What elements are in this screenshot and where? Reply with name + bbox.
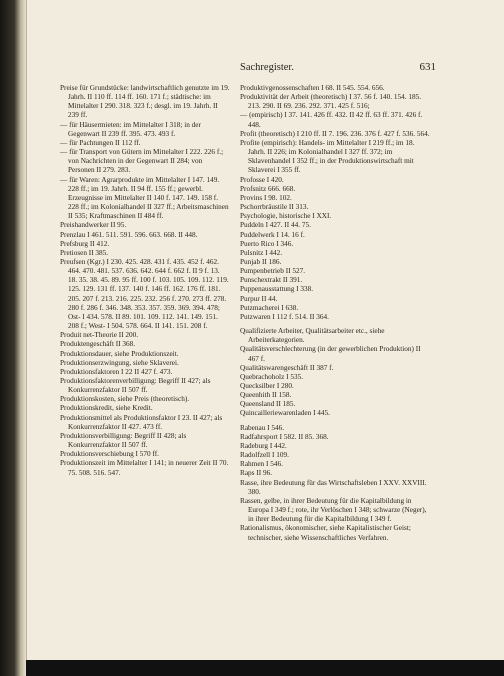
index-entry: Radeburg I 442. [240, 441, 287, 450]
index-entry: Profosse I 420. [240, 175, 284, 184]
index-entry: Queensland II 185. [240, 400, 296, 409]
index-entry: Preishandwerker II 95. [60, 221, 127, 230]
index-entry: Puddelwerk I 14. 16 f. [240, 230, 305, 239]
page-number: 631 [419, 61, 436, 73]
index-entry: Pretiosen II 385. [60, 248, 109, 257]
index-entry: Preufsen (Kgr.) I 230. 425. 428. 431 f. 435. 452 f. 462. 464. 470. 481. 537. 636. 642. 644 f. 662 f. II 9 f. 13. 18. 35. 38. 45. 89. 95 ff. 100 f. 103. 105. 109. 112. 119. 125. 129. 131 ff. 137. 140 f. 146 ff. 162. 176 ff. 181. 205. 207 f. 213. 216. 225. 232. 256 f. 270. 273 ff. 278. 280 f. 286 f. 346. 348. 353. 357. 359. 369. 394. 478; Ost- I 434. 578. II 89. 101. 109. 112. 141. 149. 151. 208 f.; West- I 504. 578. 664. II 141. 151. 208 f. [60, 257, 229, 331]
index-entry: Purpur II 44. [240, 294, 278, 303]
index-entry: Produktionskosten, siehe Preis (theoretisch). [60, 395, 190, 404]
index-column-left [60, 84, 230, 478]
index-entry: Qualifizierte Arbeiter, Qualitätsarbeiter etc., siehe Arbeiterkategorien. [240, 327, 385, 345]
index-entry: Rabenau I 546. [240, 423, 285, 432]
index-entry: Produktengeschäft II 368. [60, 340, 136, 349]
index-entry: Psychologie, historische I XXI. [240, 212, 332, 221]
page-header [60, 62, 440, 76]
index-entry: Qualitätswarengeschäft II 387 f. [240, 363, 334, 372]
index-entry: Quebrachoholz I 535. [240, 372, 304, 381]
index-entry: Produit net-Theorie II 200. [60, 331, 139, 340]
index-entry: Radolfzell I 109. [240, 451, 289, 460]
index-entry: Punschextrakt II 391. [240, 276, 303, 285]
index-entry: Produktivgenossenschaften I 68. II 545. 554. 656. [240, 84, 385, 92]
index-entry: — für Häusermieten: im Mittelalter I 318; in der Gegenwart II 239 ff. 395. 473. 493 f. [60, 120, 201, 138]
index-entry: — für Waren: Agrarprodukte im Mittelalter I 147. 149. 228 ff.; im 19. Jahrh. II 94 ff. 155 ff.; gewerbl. Erzeugnisse im Mittelalter II 140 f. 147. 149. 158 f. 228 ff.; im Kolonialhandel II 327 ff.; Arbeitsmaschinen II 535; Kraftmaschinen II 484 ff. [60, 175, 229, 221]
index-entry: Provins I 98. 102. [240, 193, 292, 202]
index-entry: Raps II 96. [240, 469, 273, 478]
book-gutter [0, 0, 26, 676]
index-entry: Produktionskredit, siehe Kredit. [60, 404, 153, 413]
index-entry: Profsnitz 666. 668. [240, 184, 296, 193]
index-entry: Pumpenbetrieb II 527. [240, 267, 306, 276]
index-entry: Puerto Rico I 346. [240, 239, 294, 248]
index-entry: Quecksilber I 280. [240, 382, 294, 390]
index-entry: Produktionsverschiebung I 570 ff. [60, 450, 159, 459]
index-column-right [240, 84, 430, 543]
index-entry: Preise für Grundstücke: landwirtschaftlich genutzte im 19. Jahrh. II 110 ff. 114 ff. 160. 171 f.; städtische: im Mittelalter I 290. 318. 323 f.; desgl. im 19. Jahrh. II 239 ff. [60, 84, 230, 120]
index-entry: Queenhith II 158. [240, 391, 292, 400]
index-entry: Produktionserzwingung, siehe Sklaverei. [60, 358, 179, 367]
index-entry: Produktionsmittel als Produktionsfaktor I 23. II 427; als Konkurrenzfaktor II 427. 473 ff. [60, 413, 223, 431]
index-entry: — (empirisch) I 37. 141. 426 ff. 432. II 42 ff. 63 ff. 371. 426 f. 448. [240, 111, 423, 129]
index-entry: Putzmacherei I 638. [240, 303, 299, 312]
index-entry: Rassen, gelbe, in ihrer Bedeutung für die Kapitalbildung in Europa I 349 f.; rote, ihr Verlöschen I 348; schwarze (Neger), in ihrer Bedeutung für die Kapitalbildung I 349 f. [240, 496, 427, 524]
index-entry: Produktivität der Arbeit (theoretisch) I 37. 56 f. 140. 154. 185. 213. 290. II 69. 236. 292. 371. 425 f. 516; [240, 93, 422, 111]
index-entry: Pschorrbräustile II 313. [240, 203, 309, 212]
index-entry: Radfahrsport I 582. II 85. 368. [240, 432, 329, 441]
index-entry: Profit (theoretisch) I 210 ff. II 7. 196. 236. 376 f. 427 f. 536. 564. [240, 129, 430, 138]
index-entry: Qualitätsverschlechterung (in der gewerblichen Produktion) II 467 f. [240, 345, 421, 363]
index-entry: Produktionsfaktoren I 22 II 427 f. 473. [60, 367, 173, 376]
running-title: Sachregister. [240, 62, 294, 73]
index-entry: Produktionsverbilligung: Begriff II 428; als Konkurrenzfaktor II 507 ff. [60, 431, 187, 450]
index-entry: — für Transport von Gütern im Mittelalter I 222. 226 f.; von Nachrichten in der Gegenwart II 284; von Personen II 279. 283. [60, 148, 224, 175]
scan-bottom-edge [26, 660, 504, 676]
index-entry: Puppenausstattung I 338. [240, 285, 314, 294]
index-entry: Rationalismus, ökonomischer, siehe Kapitalistischer Geist; technischer, siehe Wissenschaftliches Verfahren. [240, 524, 411, 542]
index-entry: Produktionsfaktorenverbilligung: Begriff II 427; als Konkurrenzfaktor II 507 ff. [60, 377, 211, 395]
index-entry: Prefsburg II 412. [60, 239, 110, 248]
index-entry: Profite (empirisch): Handels- im Mittelalter I 219 ff.; im 18. Jahrh. II 226; im Kolonialhandel I 327 ff. 372; im Sklavenhandel I 352 ff.; in der Produktionswirtschaft mit Sklaverei I 355 ff. [240, 138, 415, 175]
index-entry: Produktionsdauer, siehe Produktionszeit. [60, 349, 179, 358]
index-entry: Produktionszeit im Mittelalter I 141; in neuerer Zeit II 70. 75. 508. 516. 547. [60, 459, 229, 477]
index-entry: Prenzlau I 461. 511. 591. 596. 663. 668. II 448. [60, 230, 198, 239]
index-entry: Punjab II 186. [240, 257, 282, 266]
index-entry: Rasse, ihre Bedeutung für das Wirtschaftsleben I XXV. XXVIII. 380. [240, 478, 427, 496]
index-entry: Putzwaren I 112 f. 514. II 364. [240, 312, 329, 321]
index-entry: Rahmen I 546. [240, 460, 283, 469]
index-entry: — für Pachtungen II 112 ff. [60, 138, 141, 147]
index-entry: Pulsnitz I 442. [240, 248, 283, 257]
index-entry: Puddeln I 427. II 44. 75. [240, 221, 311, 230]
index-entry: Quincailleriewarenladen I 445. [240, 409, 330, 418]
